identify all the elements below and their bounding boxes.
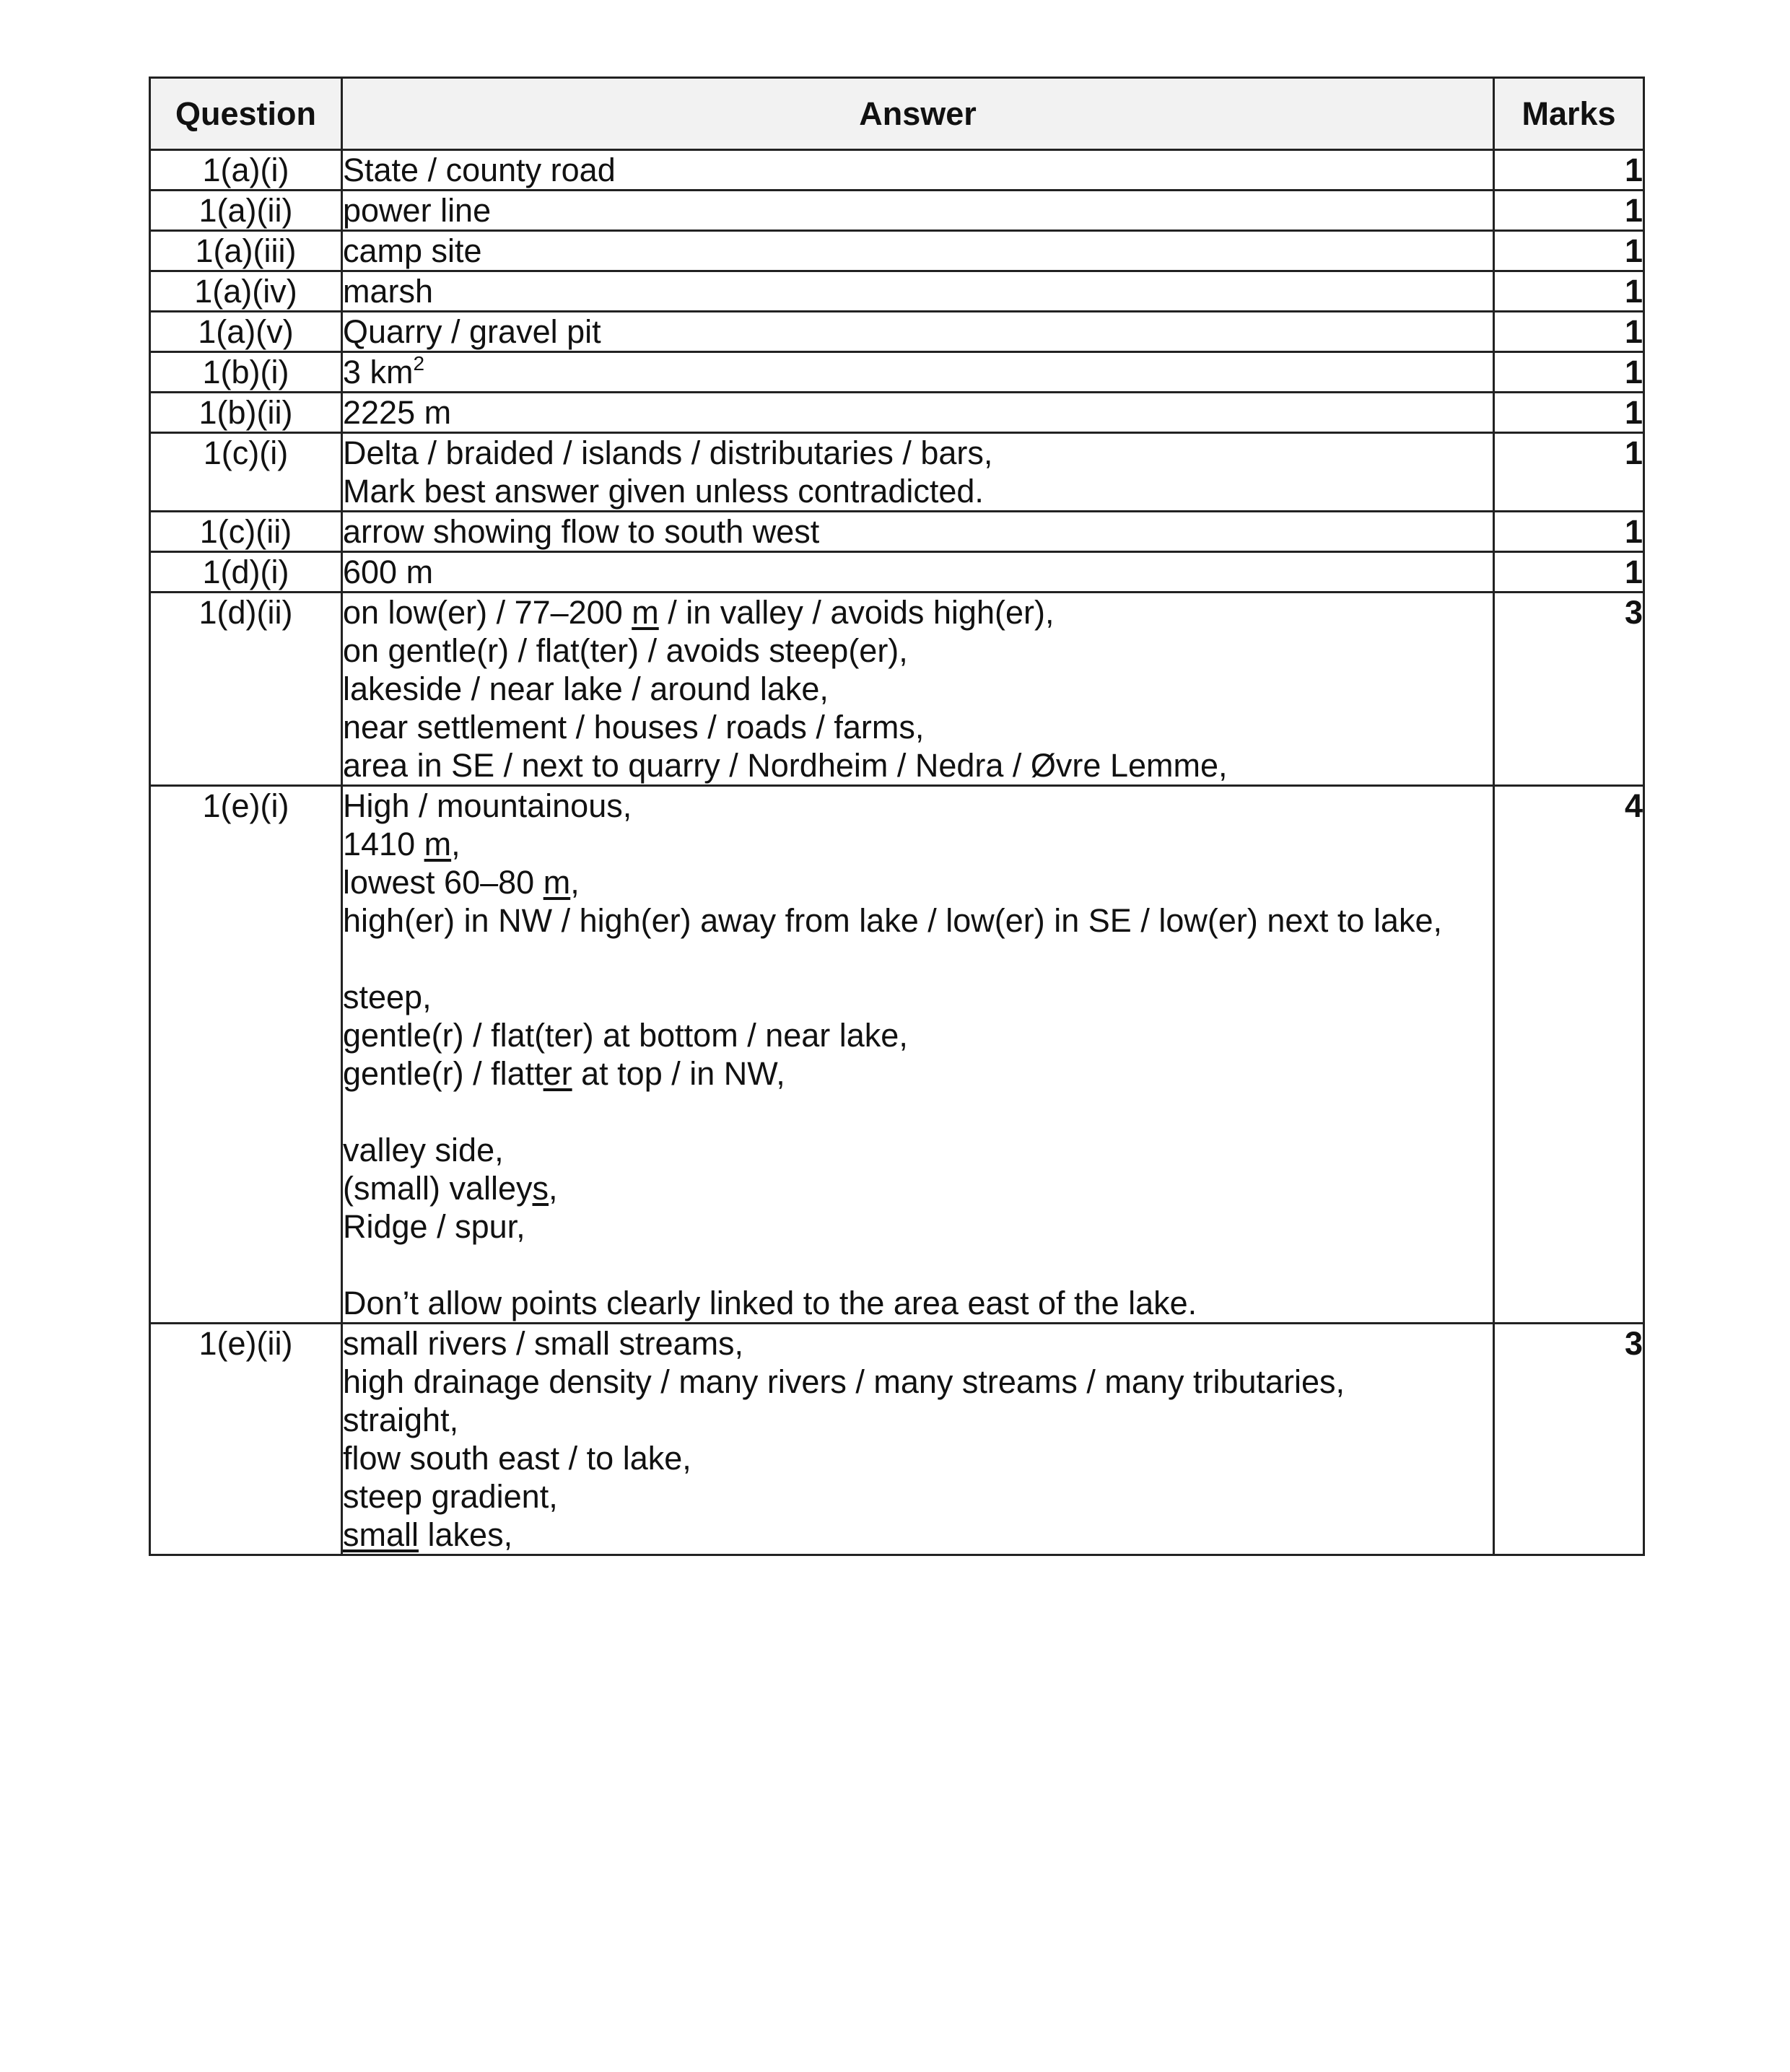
marks-value: 1 [1494, 271, 1644, 312]
answer-text: Quarry / gravel pit [343, 313, 601, 350]
answer-line [343, 708, 1493, 746]
answer-text: Mark best answer given unless contradicted. [343, 473, 984, 510]
answer-text: High / mountainous, [343, 787, 632, 824]
marks-value: 1 [1494, 512, 1644, 552]
answer-text: gentle(r) / flatt [343, 1055, 543, 1092]
answer-line [343, 593, 1493, 631]
answer-line [343, 787, 1493, 825]
marks-value: 1 [1494, 552, 1644, 593]
marks-value: 4 [1494, 786, 1644, 1324]
answer-text: power line [343, 192, 492, 229]
answer-text: 600 m [343, 554, 434, 590]
answer-line [343, 191, 1493, 230]
answer-cell [342, 786, 1494, 1324]
marks-value: 3 [1494, 1324, 1644, 1555]
question-number: 1(c)(i) [150, 433, 342, 512]
answer-text: high(er) in NW / high(er) away from lake / low(er) in SE / low(er) next to lake, [343, 902, 1442, 939]
answer-line [343, 1131, 1493, 1169]
question-number: 1(a)(v) [150, 312, 342, 352]
answer-text: 3 km [343, 354, 414, 390]
answer-cell [342, 231, 1494, 271]
marks-value: 1 [1494, 393, 1644, 433]
table-row [150, 393, 1644, 433]
mark-scheme-table [149, 77, 1645, 1556]
answer-line [343, 1439, 1493, 1477]
marks-value: 1 [1494, 150, 1644, 191]
answer-line [343, 472, 1493, 510]
question-number: 1(b)(i) [150, 352, 342, 393]
answer-text: on gentle(r) / flat(ter) / avoids steep(er), [343, 632, 908, 669]
answer-line [343, 1054, 1493, 1093]
answer-line [343, 1016, 1493, 1054]
answer-line [343, 631, 1493, 670]
underlined-text: er [543, 1055, 572, 1092]
answer-line [343, 670, 1493, 708]
question-number: 1(d)(ii) [150, 593, 342, 786]
answer-text: straight, [343, 1402, 459, 1438]
blank-line [343, 1093, 1493, 1131]
table-body [150, 150, 1644, 1555]
answer-text: , [451, 826, 460, 862]
answer-text: area in SE / next to quarry / Nordheim / Nedra / Øvre Lemme, [343, 747, 1228, 784]
answer-text: 1410 [343, 826, 424, 862]
table-row [150, 552, 1644, 593]
underlined-text: m [424, 826, 452, 862]
superscript-text: 2 [413, 352, 425, 375]
answer-line [343, 1477, 1493, 1516]
answer-cell [342, 512, 1494, 552]
answer-line [343, 1169, 1493, 1207]
table-row [150, 593, 1644, 786]
table-row [150, 512, 1644, 552]
answer-line [343, 151, 1493, 189]
question-number: 1(e)(i) [150, 786, 342, 1324]
answer-text: marsh [343, 273, 434, 310]
answer-cell [342, 271, 1494, 312]
question-number: 1(b)(ii) [150, 393, 342, 433]
answer-line [343, 863, 1493, 901]
question-number: 1(a)(iii) [150, 231, 342, 271]
answer-text: gentle(r) / flat(ter) at bottom / near lake, [343, 1017, 908, 1054]
question-column-header: Question [150, 78, 342, 150]
answer-text: / in valley / avoids high(er), [658, 594, 1055, 631]
answer-text: valley side, [343, 1132, 504, 1168]
answer-text: small rivers / small streams, [343, 1325, 744, 1362]
answer-column-header: Answer [342, 78, 1494, 150]
answer-text: , [549, 1170, 558, 1207]
answer-cell [342, 150, 1494, 191]
answer-text: camp site [343, 232, 482, 269]
answer-cell [342, 393, 1494, 433]
blank-line [343, 940, 1493, 978]
blank-line [343, 1246, 1493, 1284]
question-number: 1(c)(ii) [150, 512, 342, 552]
marks-value: 1 [1494, 352, 1644, 393]
answer-line [343, 1516, 1493, 1554]
table-row [150, 433, 1644, 512]
underlined-text: s [532, 1170, 549, 1207]
answer-line [343, 512, 1493, 551]
marks-value: 3 [1494, 593, 1644, 786]
table-row [150, 191, 1644, 231]
answer-text: flow south east / to lake, [343, 1440, 691, 1477]
answer-cell [342, 191, 1494, 231]
table-row [150, 231, 1644, 271]
answer-cell [342, 1324, 1494, 1555]
answer-text: (small) valley [343, 1170, 533, 1207]
answer-line [343, 232, 1493, 270]
marks-value: 1 [1494, 433, 1644, 512]
answer-text: lakeside / near lake / around lake, [343, 670, 829, 707]
question-number: 1(e)(ii) [150, 1324, 342, 1555]
table-row [150, 786, 1644, 1324]
answer-text: arrow showing flow to south west [343, 513, 820, 550]
answer-line [343, 312, 1493, 351]
answer-text: near settlement / houses / roads / farms, [343, 709, 925, 746]
table-row [150, 271, 1644, 312]
answer-line [343, 901, 1493, 940]
underlined-text: small [343, 1516, 419, 1553]
answer-text: Delta / braided / islands / distributaries / bars, [343, 434, 993, 471]
table-row [150, 150, 1644, 191]
question-number: 1(a)(i) [150, 150, 342, 191]
answer-cell [342, 593, 1494, 786]
answer-text: State / county road [343, 152, 616, 188]
underlined-text: m [632, 594, 659, 631]
answer-line [343, 1207, 1493, 1246]
answer-text: steep, [343, 979, 432, 1015]
answer-text: high drainage density / many rivers / many streams / many tributaries, [343, 1363, 1345, 1400]
answer-text: lakes, [419, 1516, 513, 1553]
table-row [150, 312, 1644, 352]
answer-line [343, 1401, 1493, 1439]
answer-line [343, 825, 1493, 863]
answer-line [343, 434, 1493, 472]
marks-value: 1 [1494, 191, 1644, 231]
answer-text: , [570, 864, 580, 901]
answer-text: at top / in NW, [572, 1055, 785, 1092]
answer-line [343, 978, 1493, 1016]
answer-line [343, 1284, 1493, 1322]
answer-cell [342, 433, 1494, 512]
answer-text: Ridge / spur, [343, 1208, 525, 1245]
answer-text: lowest 60–80 [343, 864, 543, 901]
answer-line [343, 1324, 1493, 1363]
answer-line [343, 393, 1493, 432]
question-number: 1(d)(i) [150, 552, 342, 593]
table-row [150, 1324, 1644, 1555]
answer-line [343, 746, 1493, 784]
underlined-text: m [543, 864, 571, 901]
answer-line [343, 353, 1493, 391]
answer-text: 2225 m [343, 394, 452, 431]
question-number: 1(a)(iv) [150, 271, 342, 312]
answer-text: on low(er) / 77–200 [343, 594, 632, 631]
marks-column-header: Marks [1494, 78, 1644, 150]
answer-line [343, 553, 1493, 591]
answer-cell [342, 352, 1494, 393]
question-number: 1(a)(ii) [150, 191, 342, 231]
answer-text: Don’t allow points clearly linked to the area east of the lake. [343, 1285, 1197, 1321]
answer-cell [342, 312, 1494, 352]
marks-value: 1 [1494, 231, 1644, 271]
answer-line [343, 272, 1493, 310]
answer-text: steep gradient, [343, 1478, 558, 1515]
table-row [150, 352, 1644, 393]
answer-line [343, 1363, 1493, 1401]
header-row [150, 78, 1644, 150]
marks-value: 1 [1494, 312, 1644, 352]
answer-cell [342, 552, 1494, 593]
